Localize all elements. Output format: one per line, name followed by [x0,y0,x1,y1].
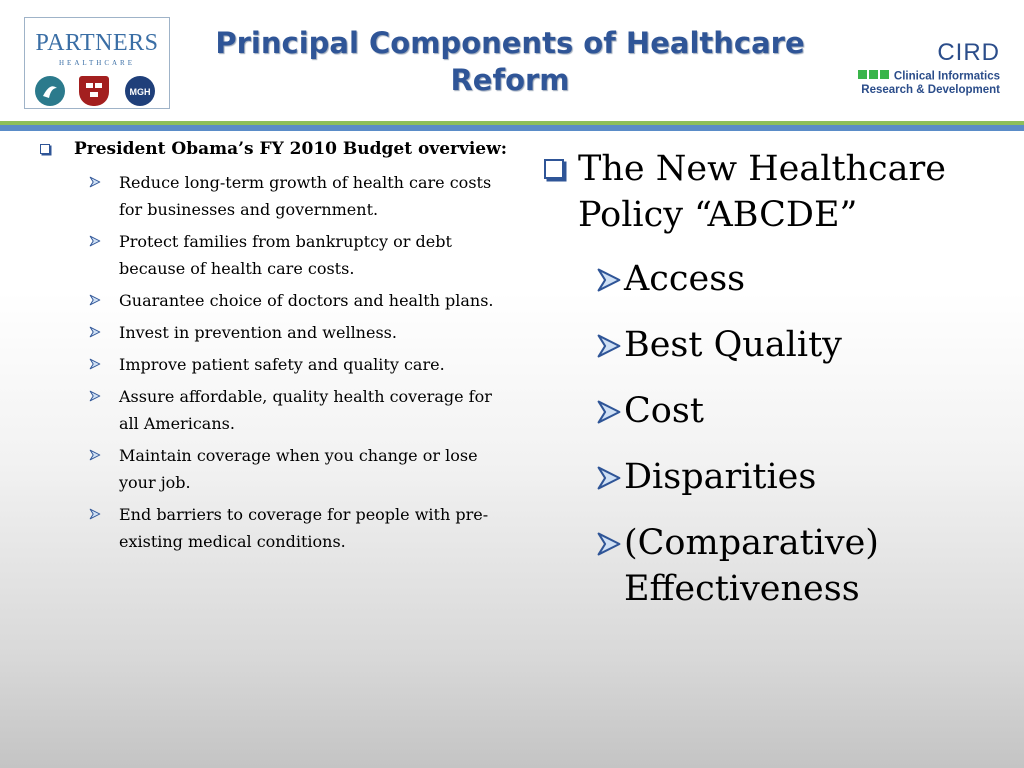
list-item-text: Improve patient safety and quality care. [119,355,445,374]
arrow-bullet-icon [89,508,101,520]
slide-title: Principal Components of Healthcare Reform [215,26,805,97]
list-item [540,520,1000,612]
list-item-text: Invest in prevention and wellness. [119,323,397,342]
cird-logo [820,40,1000,97]
arrow-bullet-icon [596,531,622,557]
list-item-text: Access [624,259,746,299]
harvard-shield-icon [79,76,109,106]
list-item [38,228,508,282]
abcde-heading: The New Healthcare Policy “ABCDE” [578,149,946,235]
arrow-bullet-icon [596,465,622,491]
list-item-text: Protect families from bankruptcy or debt because of health care costs. [119,232,452,278]
list-item-text: Cost [624,391,704,431]
cird-name: CIRD [937,39,1000,66]
arrow-bullet-icon [89,235,101,247]
budget-heading: President Obama’s FY 2010 Budget overview: [74,139,508,159]
box-bullet-icon [40,144,50,154]
logo-name: PARTNERS [35,30,159,56]
cird-line-1: Clinical Informatics [893,70,1000,83]
mgh-seal-icon [125,76,155,106]
arrow-bullet-icon [89,326,101,338]
list-item [540,256,1000,302]
list-item-text: Guarantee choice of doctors and health plans. [119,291,494,310]
partners-healthcare-logo [24,17,170,109]
arrow-bullet-icon [89,294,101,306]
list-item-text: Reduce long-term growth of health care costs for businesses and government. [119,173,492,219]
abcde-heading-item [540,146,1000,238]
list-item [38,169,508,223]
list-item-text: Disparities [624,457,817,497]
abcde-list [540,256,1000,612]
abcde-column [540,146,1000,632]
list-item-text: Best Quality [624,325,842,365]
arrow-bullet-icon [89,449,101,461]
arrow-bullet-icon [89,358,101,370]
list-item [38,383,508,437]
budget-heading-item [38,136,508,163]
partners-seal-icon [35,76,65,106]
arrow-bullet-icon [89,390,101,402]
list-item-text: Maintain coverage when you change or lose your job. [119,446,478,492]
header-rule-blue [0,125,1024,131]
list-item [540,454,1000,500]
list-item [38,501,508,555]
arrow-bullet-icon [596,399,622,425]
cird-squares-icon [858,70,891,83]
logo-subtitle: HEALTHCARE [58,59,136,67]
box-bullet-icon [544,159,564,179]
list-item [540,388,1000,434]
list-item [38,351,508,378]
budget-overview-column [38,136,508,560]
cird-line-2: Research & Development [861,83,1000,96]
list-item-text: (Comparative) Effectiveness [624,523,879,609]
budget-list [38,169,508,555]
list-item [38,319,508,346]
list-item-text: Assure affordable, quality health coverage for all Americans. [119,387,492,433]
list-item [540,322,1000,368]
list-item-text: End barriers to coverage for people with pre-existing medical conditions. [119,505,489,551]
arrow-bullet-icon [596,267,622,293]
arrow-bullet-icon [89,176,101,188]
list-item [38,287,508,314]
list-item [38,442,508,496]
svg-text:MGH: MGH [129,87,151,97]
arrow-bullet-icon [596,333,622,359]
